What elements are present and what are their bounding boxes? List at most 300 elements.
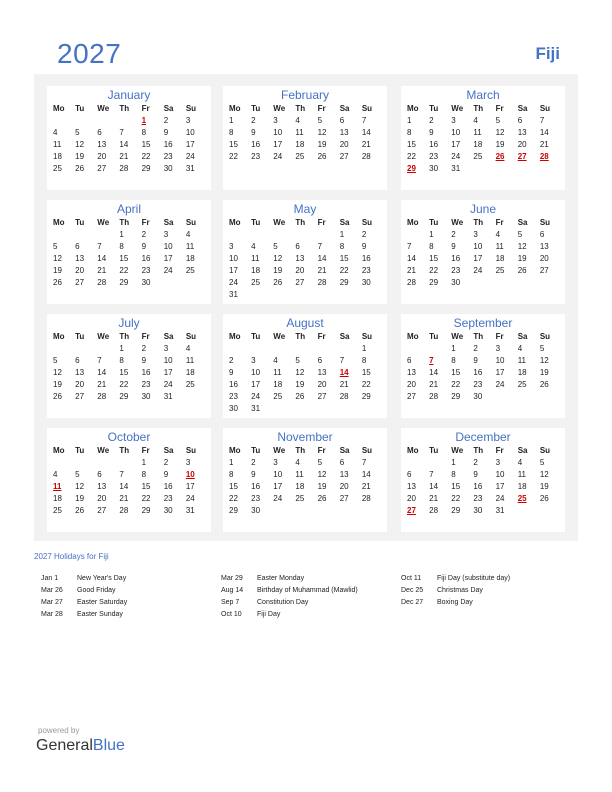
day-cell: 27 — [97, 506, 107, 515]
day-cell: 1 — [361, 344, 367, 353]
day-cell: 5 — [495, 116, 501, 125]
day-cell: 2 — [163, 116, 169, 125]
day-cell: 26 — [317, 494, 327, 503]
day-cell: 23 — [251, 494, 261, 503]
holiday-row — [41, 609, 127, 621]
weekday-header: Tu — [251, 446, 261, 455]
holiday-name: Easter Saturday — [77, 599, 128, 606]
calendar-panel — [34, 74, 578, 541]
day-cell: 3 — [163, 344, 169, 353]
day-cell: 31 — [163, 392, 173, 401]
day-cell: 15 — [119, 254, 129, 263]
weekday-header: We — [451, 218, 464, 227]
day-cell: 25 — [185, 380, 195, 389]
day-cell: 5 — [317, 116, 323, 125]
weekday-header: Fr — [495, 446, 504, 455]
day-cell: 22 — [451, 494, 461, 503]
weekday-header: Mo — [229, 218, 241, 227]
holiday-day-cell: 1 — [141, 116, 147, 125]
day-cell: 15 — [361, 368, 371, 377]
day-cell: 11 — [251, 254, 260, 263]
day-cell: 25 — [295, 152, 305, 161]
day-cell: 26 — [53, 278, 62, 287]
weekday-header: Th — [295, 446, 306, 455]
holiday-row — [221, 573, 358, 585]
day-cell: 7 — [97, 356, 102, 365]
empty-day-cell — [118, 115, 140, 127]
weekday-header: Sa — [163, 446, 174, 455]
day-cell: 18 — [53, 494, 62, 503]
day-cell: 6 — [75, 242, 80, 251]
month-october — [47, 428, 211, 532]
day-cell: 3 — [473, 230, 478, 239]
weekday-header: Fr — [495, 218, 504, 227]
day-cell: 19 — [53, 380, 62, 389]
month-march — [401, 86, 565, 190]
empty-day-cell — [74, 229, 96, 241]
day-cell: 19 — [539, 368, 549, 377]
day-cell: 4 — [53, 128, 58, 137]
day-cell: 26 — [295, 392, 305, 401]
day-cell: 11 — [53, 140, 62, 149]
day-cell: 12 — [517, 242, 527, 251]
day-cell: 6 — [97, 470, 102, 479]
day-cell: 13 — [539, 242, 549, 251]
day-cell: 31 — [185, 164, 195, 173]
day-cell: 4 — [295, 116, 300, 125]
day-cell: 16 — [251, 482, 261, 491]
day-cell: 16 — [141, 254, 151, 263]
holiday-day-cell: 26 — [495, 152, 505, 161]
month-grid — [406, 445, 561, 517]
country-title: Fiji — [535, 44, 560, 63]
holiday-day-cell: 14 — [339, 368, 349, 377]
day-cell: 5 — [53, 356, 58, 365]
weekday-header: Th — [119, 446, 130, 455]
powered-by-label: powered by — [38, 726, 80, 735]
day-cell: 28 — [361, 494, 371, 503]
weekday-header: Tu — [251, 332, 261, 341]
empty-day-cell — [228, 229, 250, 241]
day-cell: 22 — [119, 266, 129, 275]
day-cell: 23 — [163, 494, 173, 503]
day-cell: 27 — [339, 494, 349, 503]
day-cell: 14 — [361, 128, 371, 137]
month-april — [47, 200, 211, 304]
month-name: December — [455, 430, 511, 444]
empty-day-cell — [406, 343, 428, 355]
weekday-header: Fr — [495, 104, 504, 113]
day-cell: 21 — [361, 140, 371, 149]
weekday-header: Mo — [53, 218, 65, 227]
day-cell: 25 — [53, 164, 62, 173]
empty-day-cell — [339, 343, 361, 355]
weekday-header: Fr — [141, 332, 150, 341]
day-cell: 20 — [317, 380, 327, 389]
day-cell: 26 — [75, 506, 85, 515]
holiday-day-cell: 7 — [429, 356, 434, 365]
day-cell: 28 — [339, 392, 349, 401]
day-cell: 28 — [119, 506, 129, 515]
weekday-header: Sa — [339, 104, 350, 113]
day-cell: 8 — [229, 128, 234, 137]
day-cell: 23 — [229, 392, 238, 401]
day-cell: 10 — [251, 368, 261, 377]
empty-day-cell — [118, 457, 140, 469]
day-cell: 2 — [141, 344, 147, 353]
month-january — [47, 86, 211, 190]
weekday-header: Mo — [53, 332, 65, 341]
day-cell: 20 — [97, 494, 107, 503]
day-cell: 11 — [273, 368, 282, 377]
day-cell: 22 — [229, 494, 238, 503]
day-cell: 6 — [407, 356, 412, 365]
generalblue-logo[interactable] — [36, 737, 125, 755]
day-cell: 2 — [141, 230, 147, 239]
weekday-header: Mo — [229, 446, 241, 455]
day-cell: 10 — [163, 242, 173, 251]
day-cell: 22 — [429, 266, 439, 275]
month-grid — [228, 331, 383, 415]
holiday-column — [41, 573, 127, 621]
day-cell: 10 — [273, 128, 283, 137]
weekday-header: We — [97, 218, 110, 227]
holiday-day-cell: 27 — [517, 152, 527, 161]
day-cell: 19 — [75, 152, 85, 161]
day-cell: 10 — [185, 128, 195, 137]
month-may — [223, 200, 387, 304]
day-cell: 27 — [75, 278, 85, 287]
day-cell: 7 — [119, 128, 124, 137]
day-cell: 13 — [517, 128, 527, 137]
month-grid — [52, 217, 207, 289]
day-cell: 16 — [429, 140, 439, 149]
day-cell: 20 — [97, 152, 107, 161]
day-cell: 15 — [141, 482, 151, 491]
day-cell: 23 — [141, 266, 151, 275]
day-cell: 8 — [361, 356, 367, 365]
day-cell: 14 — [429, 368, 439, 377]
day-cell: 29 — [429, 278, 439, 287]
holiday-row — [41, 585, 127, 597]
holiday-row — [221, 585, 358, 597]
holiday-day-cell: 28 — [539, 152, 549, 161]
day-cell: 14 — [361, 470, 371, 479]
day-cell: 3 — [163, 230, 169, 239]
holiday-date: Oct 10 — [221, 611, 242, 618]
weekday-header: Su — [185, 218, 197, 227]
day-cell: 20 — [407, 494, 416, 503]
day-cell: 20 — [339, 140, 349, 149]
day-cell: 17 — [163, 368, 173, 377]
holiday-name: Birthday of Muhammad (Mawlid) — [257, 587, 358, 594]
weekday-header: Fr — [141, 218, 150, 227]
day-cell: 2 — [251, 458, 256, 467]
month-grid — [228, 217, 383, 301]
month-name: June — [469, 202, 497, 216]
day-cell: 21 — [361, 482, 371, 491]
weekday-header: Tu — [429, 446, 439, 455]
day-cell: 1 — [119, 230, 124, 239]
day-cell: 28 — [97, 392, 107, 401]
holiday-column — [221, 573, 358, 621]
day-cell: 22 — [407, 152, 416, 161]
day-cell: 10 — [495, 470, 505, 479]
day-cell: 27 — [317, 392, 327, 401]
weekday-header: Sa — [339, 218, 350, 227]
day-cell: 25 — [251, 278, 261, 287]
day-cell: 5 — [539, 344, 545, 353]
weekday-header: Sa — [339, 446, 350, 455]
day-cell: 7 — [539, 116, 545, 125]
day-cell: 25 — [273, 392, 283, 401]
day-cell: 9 — [141, 356, 147, 365]
weekday-header: Th — [473, 104, 484, 113]
holiday-name: Fiji Day (substitute day) — [437, 575, 511, 582]
day-cell: 2 — [361, 230, 367, 239]
day-cell: 2 — [229, 356, 234, 365]
holiday-name: Easter Sunday — [77, 611, 123, 618]
holiday-day-cell: 27 — [407, 506, 416, 515]
day-cell: 6 — [97, 128, 102, 137]
day-cell: 19 — [75, 494, 85, 503]
day-cell: 9 — [473, 356, 478, 365]
day-cell: 9 — [361, 242, 367, 251]
day-cell: 16 — [473, 482, 483, 491]
weekday-header: Su — [361, 104, 373, 113]
day-cell: 12 — [273, 254, 283, 263]
weekday-header: Mo — [407, 104, 419, 113]
day-cell: 8 — [229, 470, 234, 479]
day-cell: 1 — [141, 458, 147, 467]
day-cell: 30 — [473, 506, 483, 515]
day-cell: 16 — [163, 482, 173, 491]
holiday-day-cell: 11 — [53, 482, 62, 491]
day-cell: 22 — [119, 380, 129, 389]
weekday-header: Sa — [163, 332, 174, 341]
holiday-name: Good Friday — [77, 587, 116, 594]
weekday-header: Tu — [75, 218, 85, 227]
weekday-header: Sa — [517, 104, 528, 113]
empty-day-cell — [428, 457, 450, 469]
day-cell: 13 — [339, 128, 349, 137]
day-cell: 20 — [295, 266, 305, 275]
day-cell: 12 — [539, 470, 549, 479]
day-cell: 4 — [53, 470, 58, 479]
empty-day-cell — [74, 457, 96, 469]
day-cell: 29 — [451, 392, 461, 401]
weekday-header: Tu — [429, 332, 439, 341]
empty-day-cell — [74, 343, 96, 355]
weekday-header: Fr — [317, 104, 326, 113]
day-cell: 21 — [317, 266, 327, 275]
month-grid — [228, 445, 383, 517]
day-cell: 8 — [141, 128, 147, 137]
day-cell: 23 — [251, 152, 261, 161]
day-cell: 5 — [539, 458, 545, 467]
month-september — [401, 314, 565, 418]
day-cell: 8 — [119, 242, 124, 251]
day-cell: 23 — [141, 380, 151, 389]
empty-day-cell — [74, 115, 96, 127]
empty-day-cell — [52, 343, 74, 355]
day-cell: 30 — [361, 278, 371, 287]
weekday-header: Th — [473, 446, 484, 455]
day-cell: 23 — [451, 266, 461, 275]
day-cell: 1 — [451, 344, 456, 353]
day-cell: 25 — [295, 494, 305, 503]
day-cell: 18 — [251, 266, 261, 275]
day-cell: 5 — [317, 458, 323, 467]
day-cell: 10 — [495, 356, 505, 365]
holiday-name: Easter Monday — [257, 575, 305, 582]
day-cell: 13 — [295, 254, 305, 263]
month-name: July — [118, 316, 140, 330]
day-cell: 13 — [407, 368, 416, 377]
holiday-row — [41, 573, 127, 585]
day-cell: 17 — [273, 482, 283, 491]
day-cell: 15 — [141, 140, 151, 149]
weekday-header: Mo — [53, 446, 65, 455]
day-cell: 24 — [495, 380, 505, 389]
month-grid — [406, 217, 561, 289]
day-cell: 11 — [473, 128, 482, 137]
day-cell: 8 — [141, 470, 147, 479]
month-november — [223, 428, 387, 532]
day-cell: 20 — [339, 482, 349, 491]
day-cell: 28 — [361, 152, 371, 161]
weekday-header: Su — [539, 218, 551, 227]
weekday-header: Fr — [317, 446, 326, 455]
day-cell: 9 — [251, 128, 256, 137]
weekday-header: Mo — [407, 332, 419, 341]
weekday-header: Fr — [141, 446, 150, 455]
weekday-header: Tu — [75, 446, 85, 455]
holiday-date: Aug 14 — [221, 587, 244, 594]
day-cell: 24 — [163, 380, 173, 389]
day-cell: 9 — [163, 470, 169, 479]
holiday-date: Jan 1 — [41, 575, 59, 582]
year-title: 2027 — [57, 38, 122, 69]
day-cell: 1 — [451, 458, 456, 467]
day-cell: 10 — [273, 470, 283, 479]
holiday-row — [221, 597, 358, 609]
day-cell: 12 — [317, 128, 327, 137]
day-cell: 17 — [185, 140, 195, 149]
weekday-header: Su — [185, 332, 197, 341]
day-cell: 9 — [451, 242, 456, 251]
day-cell: 18 — [295, 482, 305, 491]
day-cell: 6 — [339, 116, 345, 125]
empty-day-cell — [96, 229, 118, 241]
day-cell: 30 — [229, 404, 238, 413]
weekday-header: Su — [361, 218, 373, 227]
day-cell: 2 — [451, 230, 456, 239]
day-cell: 11 — [295, 128, 304, 137]
holiday-row — [221, 609, 358, 621]
day-cell: 12 — [53, 254, 62, 263]
day-cell: 29 — [229, 506, 238, 515]
weekday-header: Su — [539, 332, 551, 341]
holiday-name: Fiji Day — [257, 611, 281, 618]
month-grid — [228, 103, 383, 163]
weekday-header: Th — [473, 332, 484, 341]
holiday-name: New Year's Day — [77, 575, 127, 582]
day-cell: 15 — [229, 140, 238, 149]
day-cell: 31 — [251, 404, 261, 413]
day-cell: 25 — [53, 506, 62, 515]
day-cell: 9 — [229, 368, 234, 377]
weekday-header: Th — [295, 218, 306, 227]
day-cell: 15 — [119, 368, 129, 377]
month-grid — [52, 331, 207, 403]
day-cell: 22 — [141, 494, 151, 503]
day-cell: 13 — [97, 482, 107, 491]
day-cell: 3 — [273, 458, 278, 467]
weekday-header: Su — [361, 446, 373, 455]
day-cell: 11 — [185, 242, 195, 251]
day-cell: 14 — [97, 368, 107, 377]
day-cell: 17 — [229, 266, 238, 275]
day-cell: 4 — [185, 230, 191, 239]
day-cell: 23 — [473, 380, 483, 389]
weekday-header: Su — [185, 446, 197, 455]
day-cell: 12 — [75, 140, 85, 149]
day-cell: 5 — [295, 356, 300, 365]
day-cell: 16 — [473, 368, 483, 377]
weekday-header: Th — [119, 218, 130, 227]
day-cell: 11 — [517, 356, 527, 365]
day-cell: 17 — [251, 380, 261, 389]
day-cell: 7 — [339, 356, 345, 365]
day-cell: 21 — [429, 380, 439, 389]
day-cell: 6 — [517, 116, 523, 125]
day-cell: 2 — [473, 344, 478, 353]
day-cell: 17 — [495, 368, 505, 377]
day-cell: 26 — [53, 392, 62, 401]
day-cell: 4 — [251, 242, 256, 251]
day-cell: 5 — [273, 242, 278, 251]
empty-day-cell — [294, 343, 316, 355]
holiday-date: Mar 29 — [221, 575, 243, 582]
empty-day-cell — [96, 457, 118, 469]
weekday-header: We — [451, 104, 464, 113]
day-cell: 6 — [317, 356, 323, 365]
month-february — [223, 86, 387, 190]
day-cell: 27 — [97, 164, 107, 173]
day-cell: 24 — [163, 266, 173, 275]
day-cell: 15 — [339, 254, 349, 263]
empty-day-cell — [406, 229, 428, 241]
day-cell: 18 — [273, 380, 283, 389]
day-cell: 16 — [163, 140, 173, 149]
day-cell: 6 — [295, 242, 300, 251]
day-cell: 20 — [517, 140, 527, 149]
day-cell: 3 — [451, 116, 456, 125]
day-cell: 12 — [495, 128, 505, 137]
day-cell: 19 — [539, 482, 549, 491]
day-cell: 25 — [517, 380, 527, 389]
day-cell: 11 — [185, 356, 195, 365]
empty-day-cell — [317, 229, 339, 241]
weekday-header: Mo — [407, 218, 419, 227]
day-cell: 6 — [339, 458, 345, 467]
day-cell: 9 — [473, 470, 478, 479]
day-cell: 29 — [119, 392, 129, 401]
empty-day-cell — [294, 229, 316, 241]
day-cell: 17 — [273, 140, 283, 149]
day-cell: 16 — [229, 380, 238, 389]
